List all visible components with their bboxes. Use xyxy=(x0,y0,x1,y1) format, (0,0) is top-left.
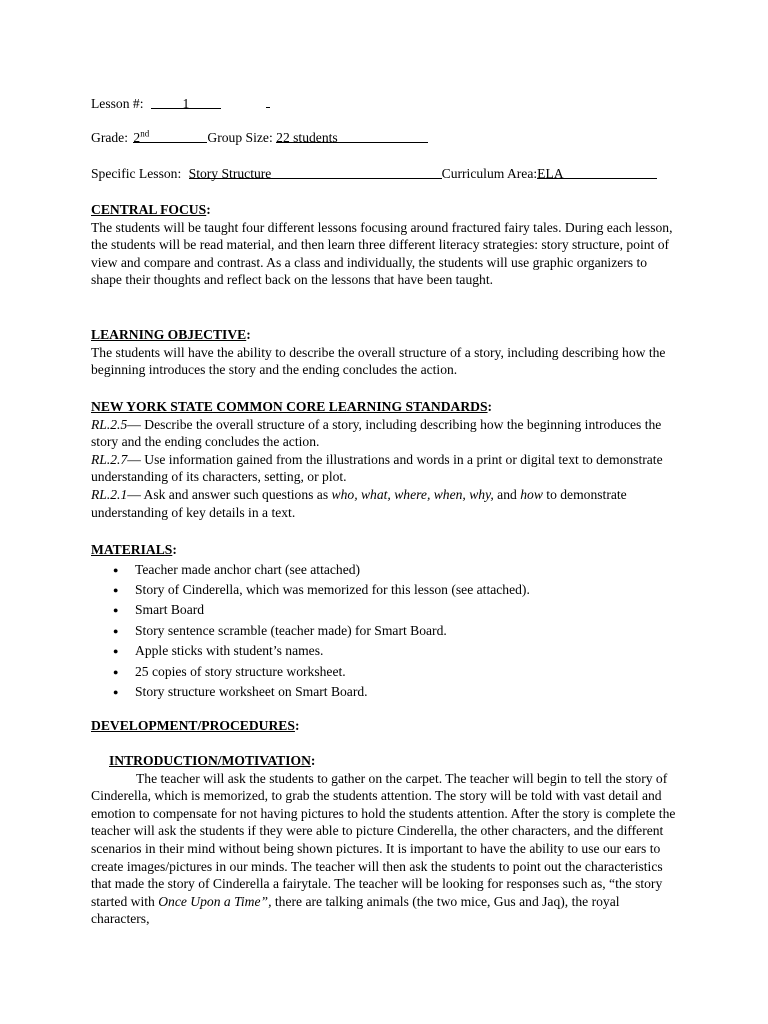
introduction-text xyxy=(91,770,681,928)
grade-line xyxy=(91,129,428,147)
standard-text: — Describe the overall structure of a story, including describing how the beginning introduces the story and the ending concludes the action. xyxy=(91,416,662,450)
central-focus-text: The students will be taught four different lessons focusing around fractured fairy tales. During each lesson, the students will be read material, and then learn three different literacy strategies: story structure, point of view and compare and contrast. As a class and individually, the students will use graphic organizers to shape their thoughts and reflect back on the lessons that have been taught. xyxy=(91,219,673,288)
materials-section: MATERIALS: ● Teacher made anchor chart (see attached) ● Story of Cinderella, which was memorized for this lesson (see attached). ● Smart Board ● Story sentence scramble (teacher made) for Smart Board. ● Apple sticks with student’s names. ● 25 copies of story structure worksheet. ● Story structure worksheet on Smart Board. xyxy=(91,541,681,702)
standard-text: — Ask and answer such questions as xyxy=(127,486,332,502)
materials-list xyxy=(91,560,681,703)
standards-heading: NEW YORK STATE COMMON CORE LEARNING STANDARDS xyxy=(91,399,488,414)
group-size-value-field xyxy=(276,129,428,143)
standard-text: — Use information gained from the illustrations and words in a print or digital text to demonstrate understanding of its characters, setting, or plot. xyxy=(91,451,663,485)
introduction-text-part: The teacher will ask the students to gather on the carpet. The teacher will begin to tell the story of Cinderella, which is memorized, to grab the students attention. The story will be told with vast detail and emotion to compensate for not having pictures to hold the students attention. After the story is complete the teacher will ask the students if they were able to picture Cinderella, the other characters, and the different scenarios in their mind without being shown pictures. It is important to have the ability to use our ears to create images/pictures in our minds. The teacher will then ask the students to point out the characteristics that made the story of Cinderella a fairytale. The teacher will be looking for responses such as, “the story started with xyxy=(91,770,676,909)
materials-list-item: ● Story sentence scramble (teacher made) for Smart Board. xyxy=(91,621,681,641)
group-size-label: Group Size: xyxy=(207,130,273,145)
standard-question-words: who, what, where, when, why, xyxy=(331,486,494,502)
standards-section: NEW YORK STATE COMMON CORE LEARNING STANDARDS: RL.2.5— Describe the overall structure of a story, including describing how the beginning introduces the story and the ending concludes the action. RL.2.7— Use information gained from the illustrations and words in a print or digital text to demonstrate understanding of its characters, setting, or plot. RL.2.1— Ask and answer such questions as who, what, where, when, why, and how to demonstrate understanding of key details in a text. xyxy=(91,398,681,521)
standard-tail: to demonstrate understanding of key details in a text. xyxy=(91,486,627,520)
materials-list-item: ● Smart Board xyxy=(91,600,681,620)
grade-value-field xyxy=(133,129,207,143)
learning-objective-heading: LEARNING OBJECTIVE xyxy=(91,327,247,342)
curriculum-area-value-field xyxy=(537,165,657,179)
lesson-number-value-field xyxy=(151,95,221,109)
introduction-heading: INTRODUCTION/MOTIVATION xyxy=(109,753,311,768)
standard-question-how: how xyxy=(520,486,543,502)
standard-item xyxy=(91,486,681,521)
standard-item xyxy=(91,451,681,486)
lesson-number-trailing-line xyxy=(266,94,270,108)
group-size-value: 22 students xyxy=(276,130,338,145)
grade-suffix: nd xyxy=(140,128,150,139)
standard-code: RL.2.5 xyxy=(91,416,128,432)
materials-heading: MATERIALS xyxy=(91,542,173,557)
lesson-number-label: Lesson #: xyxy=(91,96,144,111)
development-section: DEVELOPMENT/PROCEDURES: xyxy=(91,718,300,733)
learning-objective-section: LEARNING OBJECTIVE: The students will have the ability to describe the overall structure of a story, including describing how the beginning introduces the story and the ending concludes the action. xyxy=(91,326,681,379)
curriculum-area-value: ELA xyxy=(537,166,564,181)
central-focus-heading: CENTRAL FOCUS xyxy=(91,202,207,217)
specific-lesson-value-field xyxy=(189,165,442,179)
central-focus-section: CENTRAL FOCUS: The students will be taught four different lessons focusing around fractured fairy tales. During each lesson, the students will be read material, and then learn three different literacy strategies: story structure, point of view and compare and contrast. As a class and individually, the students will use graphic organizers to shape their thoughts and reflect back on the lessons that have been taught. xyxy=(91,201,681,289)
standard-conjunction: and xyxy=(493,486,521,502)
specific-lesson-label: Specific Lesson: xyxy=(91,166,182,181)
lesson-number-value: 1 xyxy=(182,96,190,111)
standard-code: RL.2.7 xyxy=(91,451,128,467)
grade-value: 2 xyxy=(133,130,141,145)
materials-list-item: ● Teacher made anchor chart (see attached) xyxy=(91,560,681,580)
curriculum-area-label: Curriculum Area: xyxy=(441,166,538,181)
introduction-text-continuation: there are talking animals (the two mice, Gus and Jaq), the royal characters, xyxy=(91,893,620,927)
specific-lesson-value: Story Structure xyxy=(188,166,272,181)
introduction-italic-phrase: Once Upon a Time”, xyxy=(158,893,272,909)
specific-lesson-line xyxy=(91,165,657,183)
standard-item xyxy=(91,416,681,451)
materials-list-item: ● Story of Cinderella, which was memorized for this lesson (see attached). xyxy=(91,580,681,600)
grade-label: Grade: xyxy=(91,130,128,145)
standard-code: RL.2.1 xyxy=(91,486,128,502)
introduction-section: INTRODUCTION/MOTIVATION: The teacher will ask the students to gather on the carpet. The teacher will begin to tell the story of Cinderella, which is memorized, to grab the students attention. The story will be told with vast detail and emotion to compensate for not having pictures to hold the students attention. After the story is complete the teacher will ask the students if they were able to picture Cinderella, the other characters, and the different scenarios in their mind without being shown pictures. It is important to have the ability to use our ears to create images/pictures in our minds. The teacher will then ask the students to point out the characteristics that made the story of Cinderella a fairytale. The teacher will be looking for responses such as, “the story started with Once Upon a Time”, there are talking animals (the two mice, Gus and Jaq), the royal characters, xyxy=(91,752,681,928)
materials-list-item: ● Story structure worksheet on Smart Board. xyxy=(91,682,681,702)
materials-list-item: ● Apple sticks with student’s names. xyxy=(91,641,681,661)
lesson-number-line xyxy=(91,94,270,113)
learning-objective-text: The students will have the ability to describe the overall structure of a story, including describing how the beginning introduces the story and the ending concludes the action. xyxy=(91,344,666,378)
development-heading: DEVELOPMENT/PROCEDURES xyxy=(91,718,295,733)
materials-list-item: ● 25 copies of story structure worksheet. xyxy=(91,662,681,682)
